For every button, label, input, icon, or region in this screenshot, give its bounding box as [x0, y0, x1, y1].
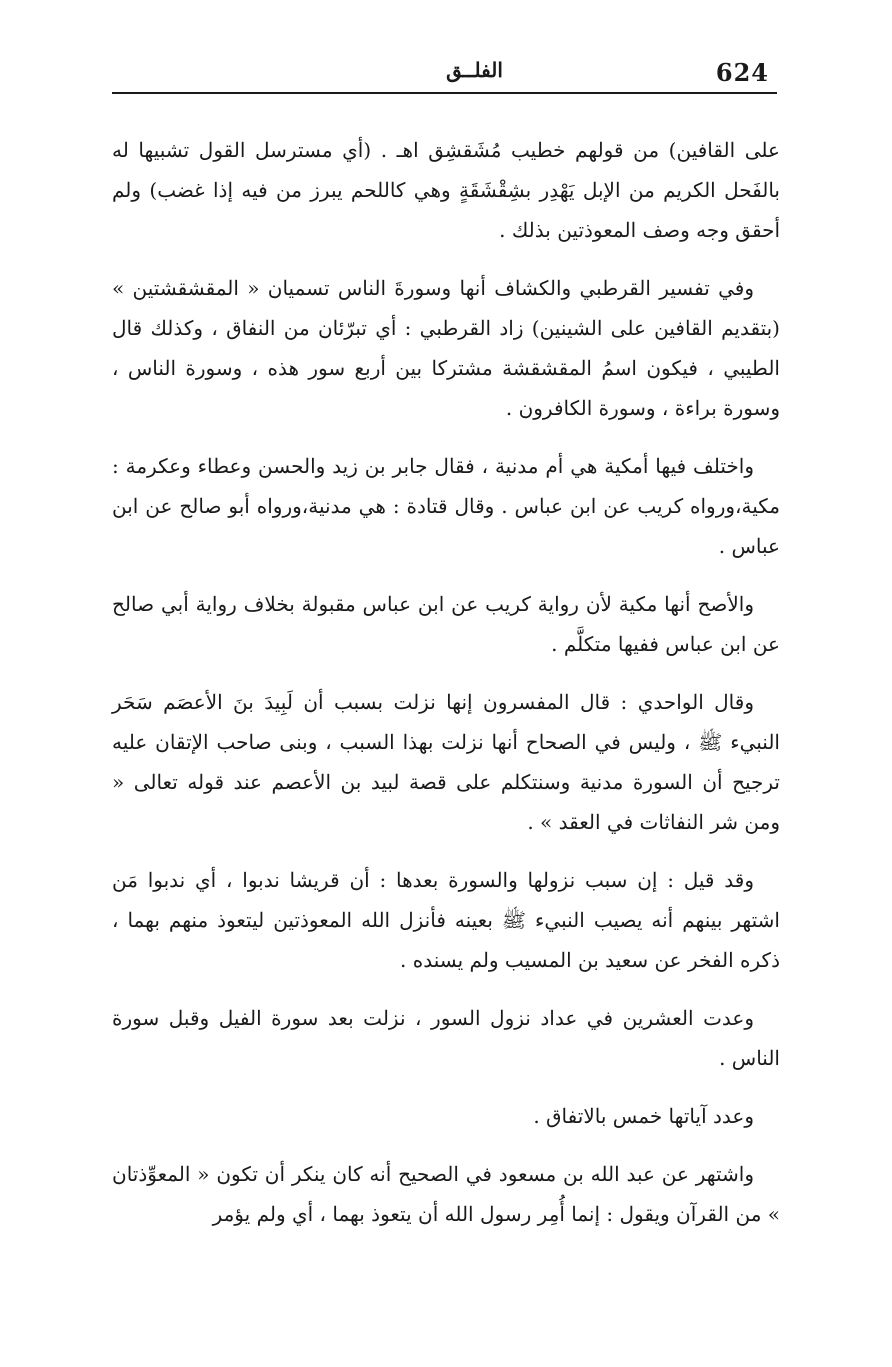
paragraph: وعدد آياتها خمس بالاتفاق .: [533, 1104, 754, 1128]
running-title: الفلــق: [446, 58, 503, 82]
paragraph: وقد قيل : إن سبب نزولها والسورة بعدها : أن قريشا ندبوا ، أي ندبوا مَن اشتهر بينهم أنه يصيب النبيء ﷺ بعينه فأنزل الله المعوذتين ليتعوذ منهم بهما ، ذكره الفخر عن سعيد بن المسيب ولم يسنده .: [112, 868, 780, 972]
paragraph: وفي تفسير القرطبي والكشاف أنها وسورةَ الناس تسميان « المقشقشتين » (بتقديم القافين على الشينين) زاد القرطبي : أي تبرّئان من النفاق ، وكذلك قال الطيبي ، فيكون اسمُ المقشقشة مشتركا بين أربع سور هذه ، وسورة الناس ، وسورة براءة ، وسورة الكافرون .: [112, 276, 780, 420]
paragraph: واشتهر عن عبد الله بن مسعود في الصحيح أنه كان ينكر أن تكون « المعوِّذتان » من القرآن ويقول : إنما أُمِر رسول الله أن يتعوذ بهما ، أي ولم يؤمر: [112, 1162, 780, 1226]
paragraph: وقال الواحدي : قال المفسرون إنها نزلت بسبب أن لَبِيدَ بنَ الأعصَم سَحَر النبيء ﷺ ، وليس في الصحاح أنها نزلت بهذا السبب ، وبنى صاحب الإتقان عليه ترجيح أن السورة مدنية وسنتكلم على قصة لبيد بن الأعصم عند قوله تعالى « ومن شر النفاثات في العقد » .: [112, 690, 780, 834]
page-number: 624: [715, 58, 769, 87]
paragraph: واختلف فيها أمكية هي أم مدنية ، فقال جابر بن زيد والحسن وعطاء وعكرمة : مكية،ورواه كريب عن ابن عباس . وقال قتادة : هي مدنية،ورواه أبو صالح عن ابن عباس .: [112, 454, 780, 558]
page-header: [112, 56, 777, 94]
paragraph: والأصح أنها مكية لأن رواية كريب عن ابن عباس مقبولة بخلاف رواية أبي صالح عن ابن عباس ففيها متكلَّم .: [112, 592, 780, 656]
paragraph: على القافين) من قولهم خطيب مُشَقشِق اهـ . (أي مسترسل القول تشبيها له بالفَحل الكريم من الإبل يَهْدِر بشِقْشَقَةٍ وهي كاللحم يبرز من فيه إذا غضب) ولم أحقق وجه وصف المعوذتين بذلك .: [112, 138, 780, 242]
body-text: [112, 130, 780, 1250]
paragraph: وعدت العشرين في عداد نزول السور ، نزلت بعد سورة الفيل وقبل سورة الناس .: [112, 1006, 780, 1070]
